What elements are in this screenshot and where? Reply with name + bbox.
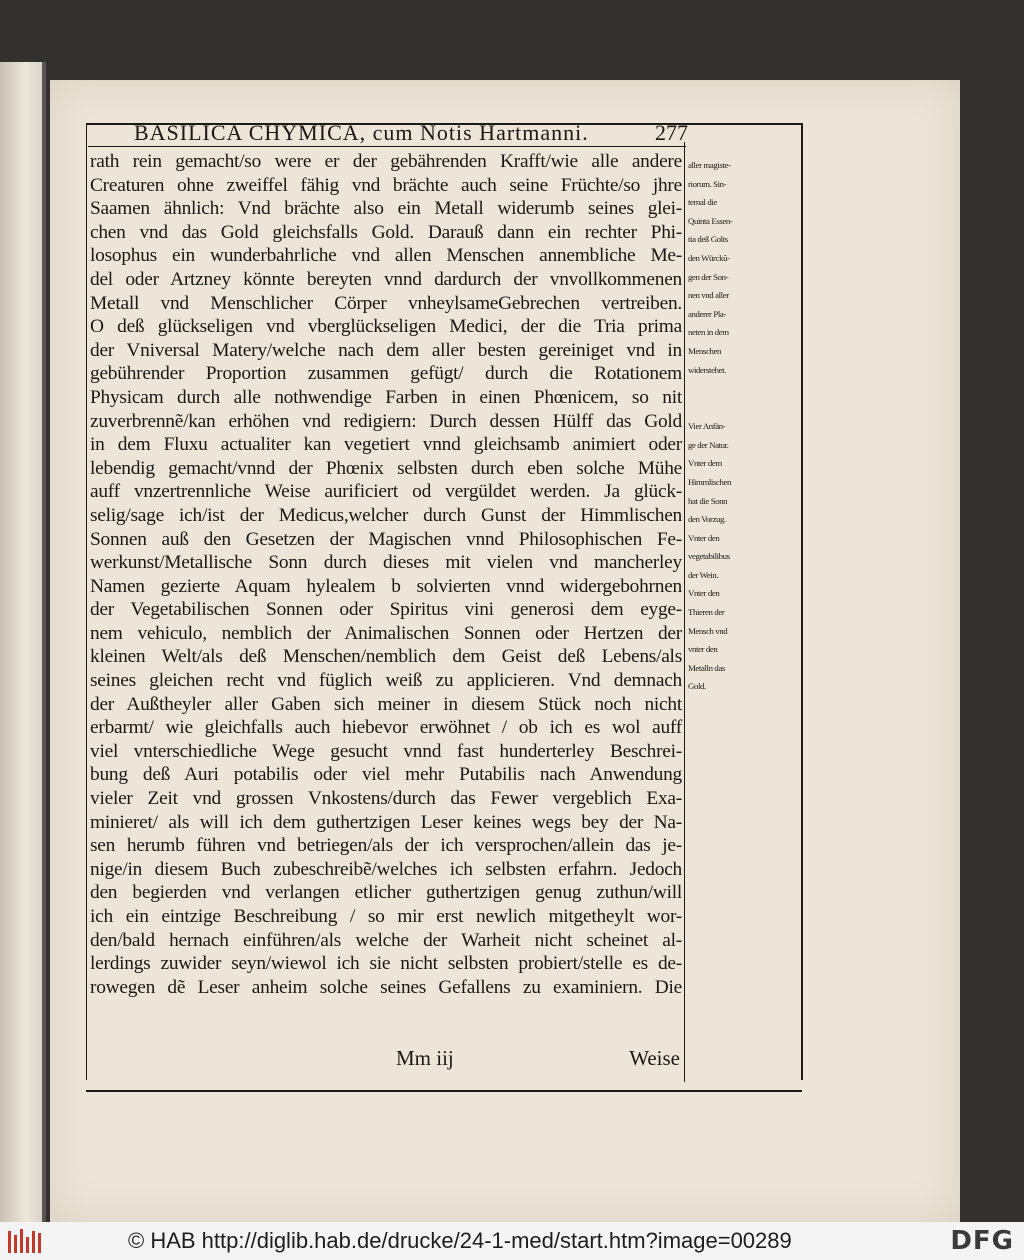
margin-note-1 [688, 156, 796, 379]
text-line: chen vnd das Gold gleichsfalls Gold. Darauß dann ein rechter Phi- [90, 221, 682, 243]
margin-note-line: temal die [688, 197, 717, 208]
text-line: O deß glückseligen vnd vberglückseligen Medici, der die Tria prima [90, 316, 682, 338]
head-rule [88, 146, 686, 147]
margin-note-line: Mensch vnd [688, 625, 728, 636]
text-line: zuverbrennẽ/kan erhöhen vnd redigiern: Durch dessen Hülff das Gold [90, 410, 682, 432]
margin-note-line: anderer Pla- [688, 308, 726, 319]
margin-note-line: Menschen [688, 345, 721, 356]
text-line: sen herumb führen vnd betriegen/als der ich versprochen/allein das je- [90, 835, 682, 857]
text-line: seines gleichen recht vnd füglich weiß zu applicieren. Vnd demnach [90, 670, 682, 692]
text-line: der Vniversal Matery/welche nach dem aller besten gereiniget vnd in [90, 339, 682, 361]
text-line: kleinen Welt/als deß Menschen/nemblich dem Geist deß Lebens/als [90, 646, 682, 668]
margin-note-line: widerstehet. [688, 364, 726, 375]
margin-note-line: aller magiste- [688, 160, 731, 170]
running-head-title: BASILICA CHYMICA, cum Notis Hartmanni. [134, 120, 589, 145]
margin-note-line: ge der Natur. [688, 439, 729, 450]
margin-note-line: Metalln das [688, 662, 725, 673]
body-text [90, 150, 682, 999]
text-line: del oder Artzney könnte bereyten vnnd dardurch der vnvollkommenen [90, 268, 682, 290]
left-page-edge [0, 62, 46, 1222]
text-line: nem vehiculo, nemblich der Animalischen Sonnen oder Hertzen der [90, 622, 682, 644]
page-number: 277 [655, 120, 688, 145]
text-line: Physicam durch alle nothwendige Farben in einen Phœnicem, so nit [90, 386, 682, 408]
text-line: Creaturen ohne zweiffel fähig vnd brächte auch seine Früchte/so jhre [90, 174, 682, 196]
margin-note-line: neten in dem [688, 327, 729, 338]
text-line: gebührender Proportion zusammen gefügt/ durch die Rotationem [90, 363, 682, 385]
text-line: in dem Fluxu actualiter kan vegetiert vnnd gleichsamb animiert oder [90, 434, 682, 456]
dfg-logo: DFG [950, 1226, 1014, 1256]
text-line: erbarmt/ wie gleichfalls auch hiebevor erwöhnet / ob ich es wol auff [90, 717, 682, 739]
running-head [96, 118, 686, 148]
text-line: vieler Zeit vnd grossen Vnkostens/durch das Fewer vergeblich Exa- [90, 788, 682, 810]
text-line: Saamen ähnlich: Vnd brächte also ein Metall widerumb seines glei- [90, 198, 682, 220]
margin-notes [688, 156, 796, 696]
margin-column-divider [684, 142, 685, 1082]
margin-note-line: vnter den [688, 644, 718, 655]
margin-note-line: nen vnd aller [688, 290, 729, 301]
margin-note-line: gen der Son- [688, 271, 729, 282]
text-line: minieret/ als will ich dem guthertzigen Leser keines wegs bey der Na- [90, 811, 682, 833]
margin-note-line: Vier Anfän- [688, 421, 726, 432]
catchword: Weise [629, 1046, 680, 1070]
margin-note-line: Vnter den [688, 532, 720, 543]
margin-note-line: Vnter dem [688, 458, 722, 469]
text-line: Metall vnd Menschlicher Cörper vnheylsameGebrechen vertreiben. [90, 292, 682, 314]
margin-note-line: Gold. [688, 681, 706, 692]
text-line: lebendig gemacht/vnnd der Phœnix selbsten durch eben solche Mühe [90, 457, 682, 479]
margin-note-line: Himmlischen [688, 476, 731, 487]
margin-note-line: vegetabilibus [688, 551, 730, 562]
catchword-line [96, 1044, 682, 1074]
text-line: werkunst/Metallische Sonn durch dieses mit vielen vnd mancherley [90, 552, 682, 574]
text-line: der Außtheyler aller Gaben sich meiner in diesem Stück noch nicht [90, 693, 682, 715]
margin-note-2 [688, 417, 796, 696]
text-line: nige/in diesem Buch zubeschreibẽ/welches ich selbsten erfahrn. Jedoch [90, 858, 682, 880]
text-line: selig/sage ich/ist der Medicus,welcher durch Gunst der Himmlischen [90, 504, 682, 526]
text-line: viel vnterschiedliche Wege gesucht vnnd fast hunderterley Beschrei- [90, 740, 682, 762]
text-line: lerdings zuwider seyn/wiewol ich sie nicht selbsten probiert/stelle es de- [90, 953, 682, 975]
margin-note-line: hat die Sonn [688, 495, 728, 506]
text-line: losophus ein wunderbahrliche vnd allen Menschen annembliche Me- [90, 245, 682, 267]
margin-note-line: Vnter den [688, 588, 720, 599]
footer-link[interactable]: © HAB http://diglib.hab.de/drucke/24-1-med/start.htm?image=00289 [128, 1228, 792, 1253]
text-line: auff vnzertrennliche Weise aurificiert od vergüldet werden. Ja glück- [90, 481, 682, 503]
margin-note-line: den Vorzug. [688, 514, 726, 525]
text-line: ich ein eintzige Beschreibung / so mir erst newlich mitgetheylt wor- [90, 906, 682, 927]
margin-note-line: Thieren der [688, 607, 725, 618]
text-line: bung deß Auri potabilis oder viel mehr Putabilis nach Anwendung [90, 764, 682, 786]
text-line: der Vegetabilischen Sonnen oder Spiritus vini generosi dem eyge- [90, 599, 682, 621]
page-frame-bottom-rule [86, 1090, 802, 1092]
text-line: rowegen dẽ Leser anheim solche seines Gefallens zu examiniern. Die [90, 976, 682, 998]
text-line: Namen gezierte Aquam hylealem b solvierten vnnd widergebohrnen [90, 575, 682, 597]
margin-note-line: der Wein. [688, 569, 719, 580]
text-line: rath rein gemacht/so were er der gebährenden Krafft/wie alle andere [90, 151, 682, 172]
margin-note-line: den Würckũ- [688, 252, 730, 263]
text-line: den/bald hernach einführen/als welche der Warheit nicht scheinet al- [90, 929, 682, 951]
margin-note-line: Quinta Essen- [688, 215, 733, 226]
margin-note-line: tia deß Golts [688, 234, 728, 245]
hab-logo-icon [6, 1227, 46, 1255]
footer-bar [0, 1222, 1024, 1260]
text-line: Sonnen auß den Gesetzen der Magischen vnnd Philosophischen Fe- [90, 528, 682, 550]
text-line: den begierden vnd verlangen etlicher guthertzigen genug zuthun/will [90, 882, 682, 904]
margin-note-line: riorum. Sin- [688, 178, 727, 189]
signature-mark: Mm iij [396, 1046, 454, 1070]
